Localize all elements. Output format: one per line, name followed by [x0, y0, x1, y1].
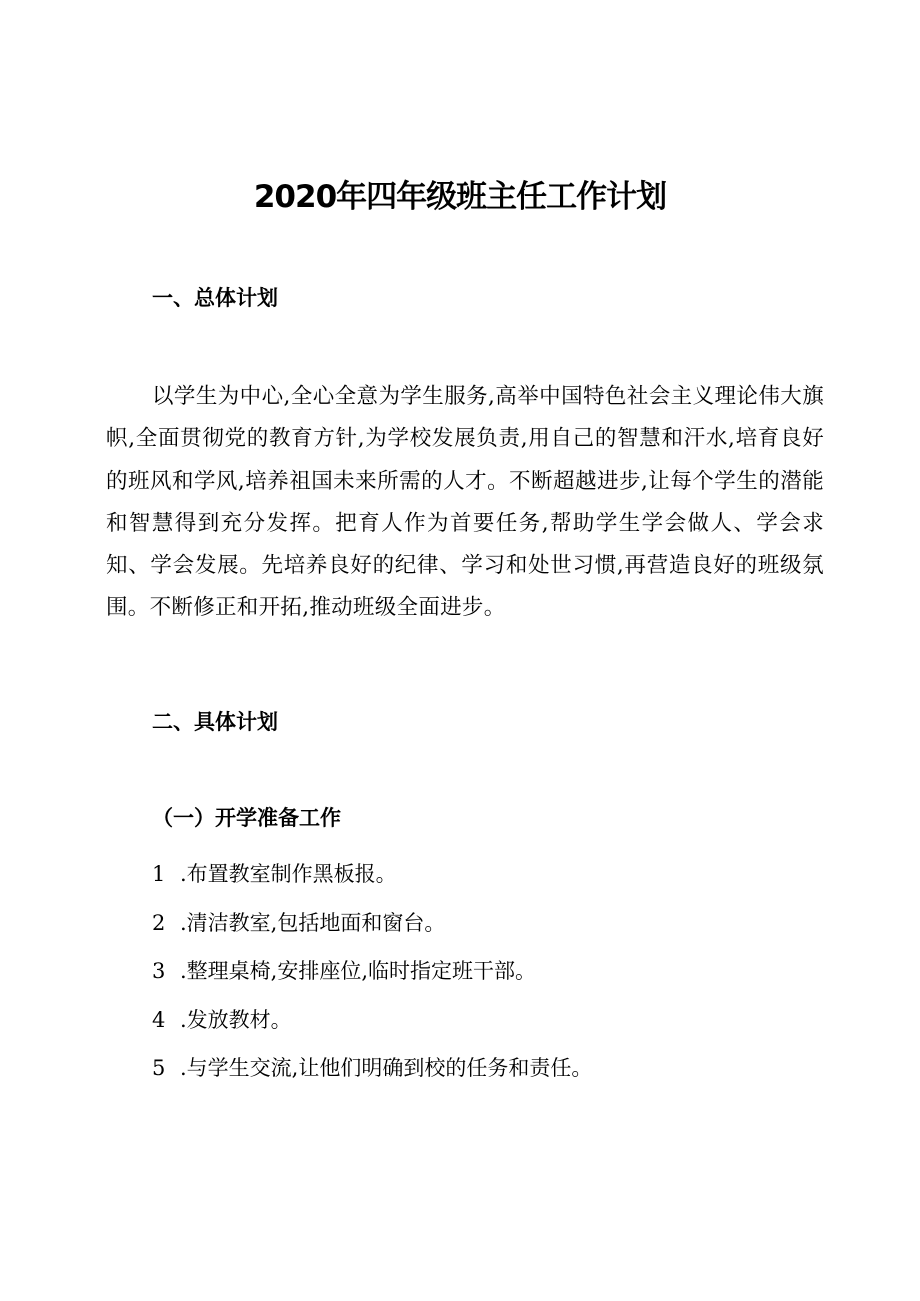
list-item	[152, 1044, 592, 1093]
list-item	[152, 996, 592, 1045]
section-heading-overall-plan: 一、总体计划	[152, 285, 278, 310]
overall-plan-paragraph: 以学生为中心,全心全意为学生服务,高举中国特色社会主义理论伟大旗帜,全面贯彻党的教育方针,为学校发展负责,用自己的智慧和汗水,培育良好的班风和学风,培养祖国未来所需的人才。不断超越进步,让每个学生的潜能和智慧得到充分发挥。把育人作为首要任务,帮助学生学会做人、学会求知、学会发展。先培养良好的纪律、学习和处世习惯,再营造良好的班级氛围。不断修正和开拓,推动班级全面进步。	[106, 384, 824, 621]
list-item-number: 2	[152, 910, 166, 935]
list-item-number: 3	[152, 959, 166, 983]
list-item-text: .清洁教室,包括地面和窗台。	[180, 910, 446, 935]
list-item	[152, 947, 592, 996]
list-item-text: .布置教室制作黑板报。	[180, 862, 397, 886]
list-item-text: .发放教材。	[180, 1007, 292, 1032]
list-item	[152, 850, 592, 899]
document-title: 2020年四年级班主任工作计划	[253, 179, 667, 215]
list-item-number: 1	[152, 862, 166, 886]
list-item	[152, 899, 592, 948]
list-item-text: .与学生交流,让他们明确到校的任务和责任。	[180, 1056, 593, 1080]
preparation-task-list	[152, 850, 592, 1093]
list-item-text: .整理桌椅,安排座位,临时指定班干部。	[180, 959, 537, 983]
subsection-heading-preparation: （一）开学准备工作	[152, 805, 341, 830]
list-item-number: 5	[152, 1056, 166, 1080]
list-item-number: 4	[152, 1007, 166, 1032]
section-heading-specific-plan: 二、具体计划	[152, 709, 278, 734]
